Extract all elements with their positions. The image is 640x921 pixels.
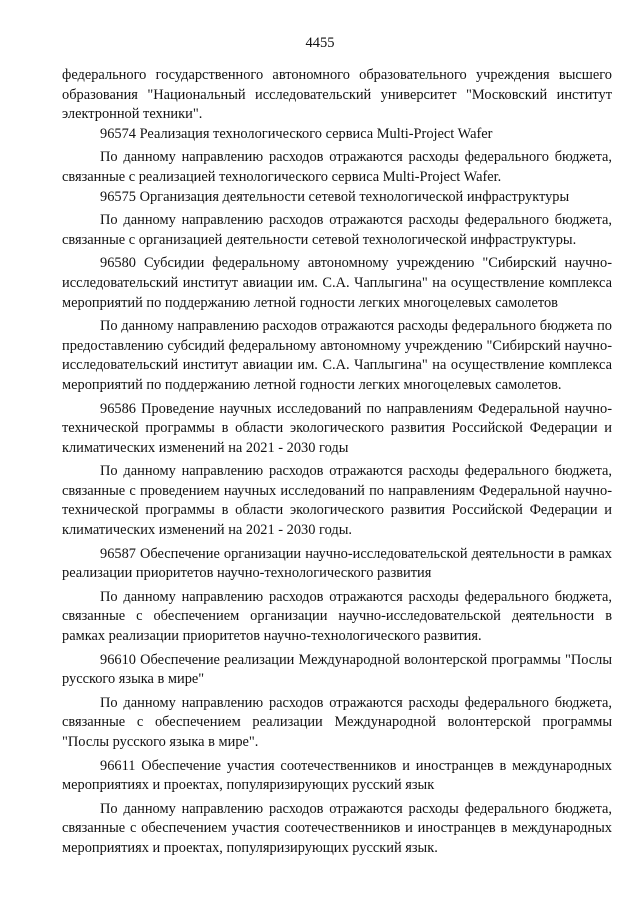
paragraph-96575-description: По данному направлению расходов отражаются расходы федерального бюджета, связанные с организацией деятельности сетевой технологической инфраструктуры. — [62, 212, 612, 248]
heading-96587: 96587 Обеспечение организации научно-исследовательской деятельности в рамках реализации приоритетов научно-технологического развития — [62, 545, 612, 582]
heading-96575: 96575 Организация деятельности сетевой технологической инфраструктуры — [100, 188, 570, 205]
paragraph-96587-description: По данному направлению расходов отражаются расходы федерального бюджета, связанные с обеспечением организации научно-исследовательской деятельности в рамках реализации приоритетов научно-технологического развития. — [62, 588, 612, 645]
heading-96586: 96586 Проведение научных исследований по направлениям Федеральной научно-технической программы в области экологического развития Российской Федерации и климатических изменений на 2021 - 2030 годы — [62, 400, 612, 456]
page-number: 4455 — [305, 35, 335, 51]
paragraph-96611-description: По данному направлению расходов отражаются расходы федерального бюджета, связанные с обеспечением участия соотечественников и иностранцев в международных мероприятиях и проектах, популяризирующих русский язык. — [62, 800, 612, 856]
paragraph-96574-description: По данному направлению расходов отражаются расходы федерального бюджета, связанные с реализацией технологического сервиса Multi-Project Wafer. — [62, 149, 612, 185]
paragraph-96610-description: По данному направлению расходов отражаются расходы федерального бюджета, связанные с обеспечением реализации Международной волонтерской программы "Послы русского языка в мире". — [62, 694, 612, 750]
paragraph-continuation: федерального государственного автономного образовательного учреждения высшего образования "Национальный исследовательский университет "Московский институт электронной техники". — [62, 67, 612, 123]
heading-96611: 96611 Обеспечение участия соотечественников и иностранцев в международных мероприятиях и проектах, популяризирующих русский язык — [62, 757, 612, 794]
document-body — [62, 66, 612, 859]
heading-96610: 96610 Обеспечение реализации Международной волонтерской программы "Послы русского языка в мире" — [62, 651, 612, 688]
heading-96580: 96580 Субсидии федеральному автономному учреждению "Сибирский научно-исследовательский институт авиации им. С.А. Чаплыгина" на осуществление комплекса мероприятий по поддержанию летной годности легких многоцелевых самолетов — [62, 255, 612, 311]
heading-96574: 96574 Реализация технологического сервиса Multi-Project Wafer — [100, 125, 493, 142]
paragraph-96586-description: По данному направлению расходов отражаются расходы федерального бюджета, связанные с проведением научных исследований по направлениям Федеральной научно-технической программы в области экологического развития Российской Федерации и климатических изменений на 2021 - 2030 годы. — [62, 463, 612, 539]
paragraph-96580-description: По данному направлению расходов отражаются расходы федерального бюджета по предоставлению субсидий федеральному автономному учреждению "Сибирский научно-исследовательский институт авиации им. С.А. Чаплыгина" на осуществление комплекса мероприятий по поддержанию летной годности легких многоцелевых самолетов. — [62, 318, 612, 393]
